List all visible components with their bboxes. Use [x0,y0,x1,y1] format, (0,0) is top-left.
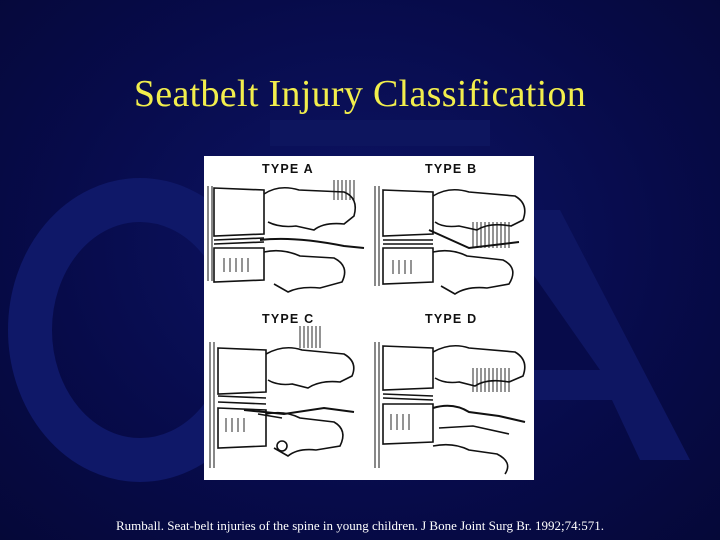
type-c-spine-drawing [204,318,369,480]
watermark-letter-t [270,120,490,146]
label-type-c: TYPE C [262,312,315,326]
slide-title: Seatbelt Injury Classification [133,73,587,115]
type-b-spine-drawing [369,156,534,318]
label-type-b: TYPE B [425,162,478,176]
label-type-d: TYPE D [425,312,478,326]
panel-type-b [369,156,534,318]
panel-type-c [204,312,369,480]
panel-type-d [369,312,534,480]
type-a-spine-drawing [204,156,369,318]
label-type-a: TYPE A [262,162,314,176]
type-d-spine-drawing [369,318,534,480]
classification-figure [204,156,534,480]
citation-text: Rumball. Seat-belt injuries of the spine in young children. J Bone Joint Surg Br. 1992;74:571. [116,518,604,533]
panel-type-a [204,156,369,318]
